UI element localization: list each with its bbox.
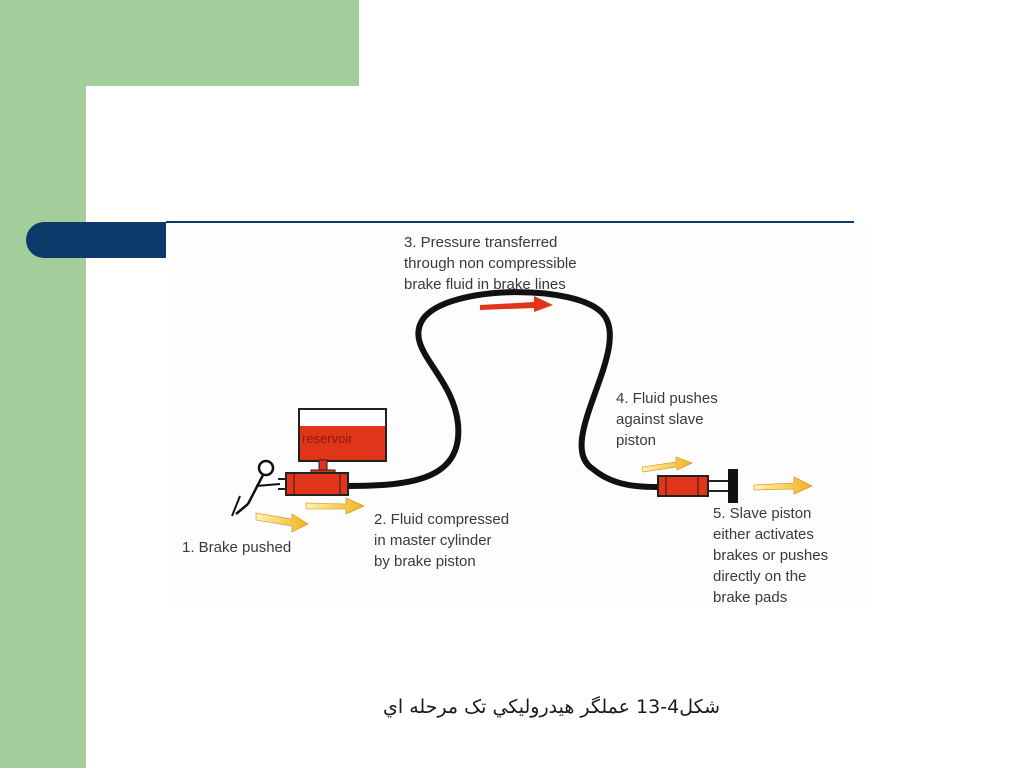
master-cylinder bbox=[278, 473, 348, 495]
slide-caption: شکل4-13 عملگر هيدروليکي تک مرحله اي bbox=[383, 696, 720, 718]
reservoir bbox=[299, 409, 386, 474]
arrow-fluid-compressed bbox=[306, 498, 364, 514]
label-step-1: 1. Brake pushed bbox=[182, 539, 292, 556]
arrow-brake-pushed bbox=[256, 513, 308, 532]
hydraulic-brake-diagram bbox=[168, 224, 868, 608]
brake-line-hose bbox=[348, 292, 658, 487]
reservoir-label: reservoir bbox=[302, 431, 353, 446]
arrow-slave-piston bbox=[754, 477, 812, 494]
title-accent-bar bbox=[26, 222, 166, 258]
label-step-2: 2. Fluid compressed in master cylinder by brake piston bbox=[374, 511, 510, 570]
label-step-5: 5. Slave piston either activates brakes or pushes directly on the brake pads bbox=[713, 505, 829, 606]
left-green-band bbox=[0, 0, 86, 768]
slave-cylinder bbox=[658, 469, 738, 503]
label-step-3: 3. Pressure transferred through non compressible brake fluid in brake lines bbox=[404, 234, 577, 293]
title-rule bbox=[166, 221, 854, 223]
top-green-band bbox=[0, 0, 359, 86]
arrow-pressure-transferred bbox=[480, 296, 553, 312]
label-step-4: 4. Fluid pushes against slave piston bbox=[616, 390, 718, 449]
arrow-fluid-pushes bbox=[642, 457, 692, 472]
brake-pedal bbox=[232, 461, 280, 516]
